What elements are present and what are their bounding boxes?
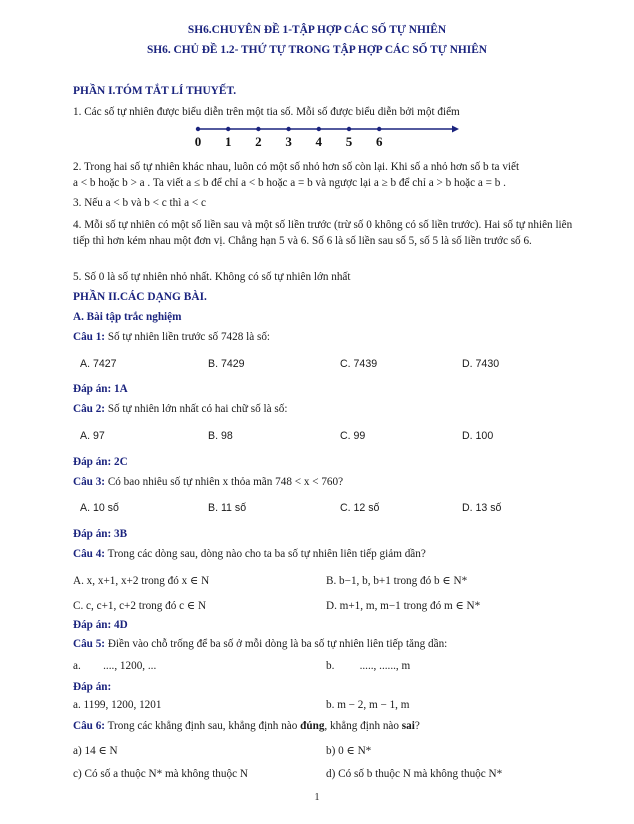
q1-option-b: B. 7429 [208, 358, 245, 370]
question-6-label: Câu 6: [73, 720, 106, 732]
q5-answer-label: Đáp án: [73, 681, 112, 693]
number-ray [190, 124, 460, 150]
q6-statement-a: a) 14 ∈ N [73, 745, 118, 757]
question-6 [73, 720, 420, 732]
theory-item-4: 4. Mỗi số tự nhiên có một số liền sau và một số liền trước (trừ số 0 không có số liền trước). Hai số tự nhiên liên tiếp thì hơn kém nhau một đơn vị. Chẳng hạn 5 và 6. Số 6 là số liền sau số 5, số 5 là số liền trước số 6. [73, 219, 573, 247]
q3-option-c: C. 12 số [340, 502, 380, 514]
question-5-label: Câu 5: [73, 638, 106, 650]
question-1-label: Câu 1: [73, 331, 106, 343]
q1-option-c: C. 7439 [340, 358, 378, 370]
q4-option-a: A. x, x+1, x+2 trong đó x ∈ N [73, 575, 210, 587]
q1-option-a: A. 7427 [80, 358, 117, 370]
page-number: 1 [314, 792, 320, 803]
ray-point-3 [286, 127, 290, 131]
topic-title: SH6. CHỦ ĐỀ 1.2- THỨ TỰ TRONG TẬP HỢP CÁC SỐ TỰ NHIÊN [146, 44, 488, 56]
section-a-heading: A. Bài tập trắc nghiệm [73, 311, 182, 323]
question-5-text: Điền vào chỗ trống để ba số ở mỗi dòng là ba số tự nhiên liên tiếp tăng dần: [105, 638, 448, 650]
q3-option-b: B. 11 số [208, 502, 247, 514]
theory-item-2-line2: a < b hoặc b > a . Ta viết a ≤ b để chỉ a < b hoặc a = b và ngược lại a ≥ b để chỉ a > b hoặc a = b . [73, 176, 506, 189]
question-3 [73, 476, 343, 488]
ray-point-1 [226, 127, 230, 131]
q5-item-a: a. ...., 1200, ... [73, 660, 157, 672]
question-4-text: Trong các dòng sau, dòng nào cho ta ba số tự nhiên liên tiếp giảm dần? [105, 548, 426, 560]
ray-label-2: 2 [255, 134, 262, 149]
ray-label-3: 3 [285, 134, 292, 149]
q6-statement-b: b) 0 ∈ N* [326, 745, 372, 757]
question-3-text: Có bao nhiêu số tự nhiên x thỏa mãn 748 < x < 760? [105, 476, 344, 488]
ray-arrowhead [452, 126, 459, 133]
q1-answer: Đáp án: 1A [73, 383, 128, 395]
theory-item-3: 3. Nếu a < b và b < c thì a < c [73, 197, 206, 209]
theory-item-2 [73, 160, 573, 191]
q3-answer: Đáp án: 3B [73, 528, 128, 540]
q2-option-a: A. 97 [80, 430, 105, 442]
q4-option-c: C. c, c+1, c+2 trong đó c ∈ N [73, 600, 207, 612]
question-2-label: Câu 2: [73, 403, 106, 415]
question-4-label: Câu 4: [73, 548, 106, 560]
question-5 [73, 638, 447, 650]
question-3-label: Câu 3: [73, 476, 106, 488]
ray-label-1: 1 [224, 134, 232, 149]
theory-item-1: 1. Các số tự nhiên được biểu diễn trên một tia số. Mỗi số được biểu diễn bởi một điểm [73, 106, 460, 118]
q4-option-b: B. b−1, b, b+1 trong đó b ∈ N* [326, 575, 468, 587]
q2-option-d: D. 100 [462, 430, 494, 442]
q2-answer: Đáp án: 2C [73, 456, 128, 468]
question-6-text-post: ? [414, 720, 420, 732]
question-6-bold-wrong: sai [401, 720, 415, 732]
theory-item-5: 5. Số 0 là số tự nhiên nhỏ nhất. Không có số tự nhiên lớn nhất [73, 271, 351, 283]
q2-option-c: C. 99 [340, 430, 366, 442]
ray-label-5: 5 [345, 134, 353, 149]
chapter-title: SH6.CHUYÊN ĐỀ 1-TẬP HỢP CÁC SỐ TỰ NHIÊN [187, 24, 447, 36]
question-2 [73, 403, 287, 415]
q5-item-b: b. ....., ......, m [326, 660, 411, 672]
q3-option-d: D. 13 số [462, 502, 502, 514]
ray-label-4: 4 [315, 134, 323, 149]
ray-point-5 [347, 127, 351, 131]
question-1 [73, 331, 270, 343]
q5-answer-b: b. m − 2, m − 1, m [326, 699, 410, 711]
ray-point-4 [317, 127, 321, 131]
question-4 [73, 548, 426, 560]
ray-point-2 [256, 127, 260, 131]
q2-option-b: B. 98 [208, 430, 233, 442]
question-6-text-pre: Trong các khẳng định sau, khẳng định nào [105, 720, 301, 732]
q4-option-d: D. m+1, m, m−1 trong đó m ∈ N* [326, 600, 481, 612]
ray-point-0 [196, 127, 200, 131]
ray-point-6 [377, 127, 381, 131]
q4-answer: Đáp án: 4D [73, 619, 128, 631]
q6-statement-d: d) Có số b thuộc N mà không thuộc N* [326, 768, 503, 780]
theory-item-2-line1: 2. Trong hai số tự nhiên khác nhau, luôn có một số nhỏ hơn số còn lại. Khi số a nhỏ hơn số b ta viết [73, 161, 520, 173]
part1-heading: PHẦN I.TÓM TẮT LÍ THUYẾT. [73, 85, 237, 97]
q6-statement-c: c) Có số a thuộc N* mà không thuộc N [73, 768, 248, 780]
q3-option-a: A. 10 số [80, 502, 119, 514]
q1-option-d: D. 7430 [462, 358, 500, 370]
question-1-text: Số tự nhiên liền trước số 7428 là số: [105, 331, 271, 343]
question-6-text-mid: , khẳng định nào [324, 720, 402, 732]
question-2-text: Số tự nhiên lớn nhất có hai chữ số là số: [105, 403, 288, 415]
question-6-bold-correct: đúng [300, 720, 325, 732]
q5-answer-a: a. 1199, 1200, 1201 [73, 699, 162, 711]
ray-label-0: 0 [194, 134, 202, 149]
part2-heading: PHẦN II.CÁC DẠNG BÀI. [73, 291, 207, 303]
ray-label-6: 6 [375, 134, 383, 149]
